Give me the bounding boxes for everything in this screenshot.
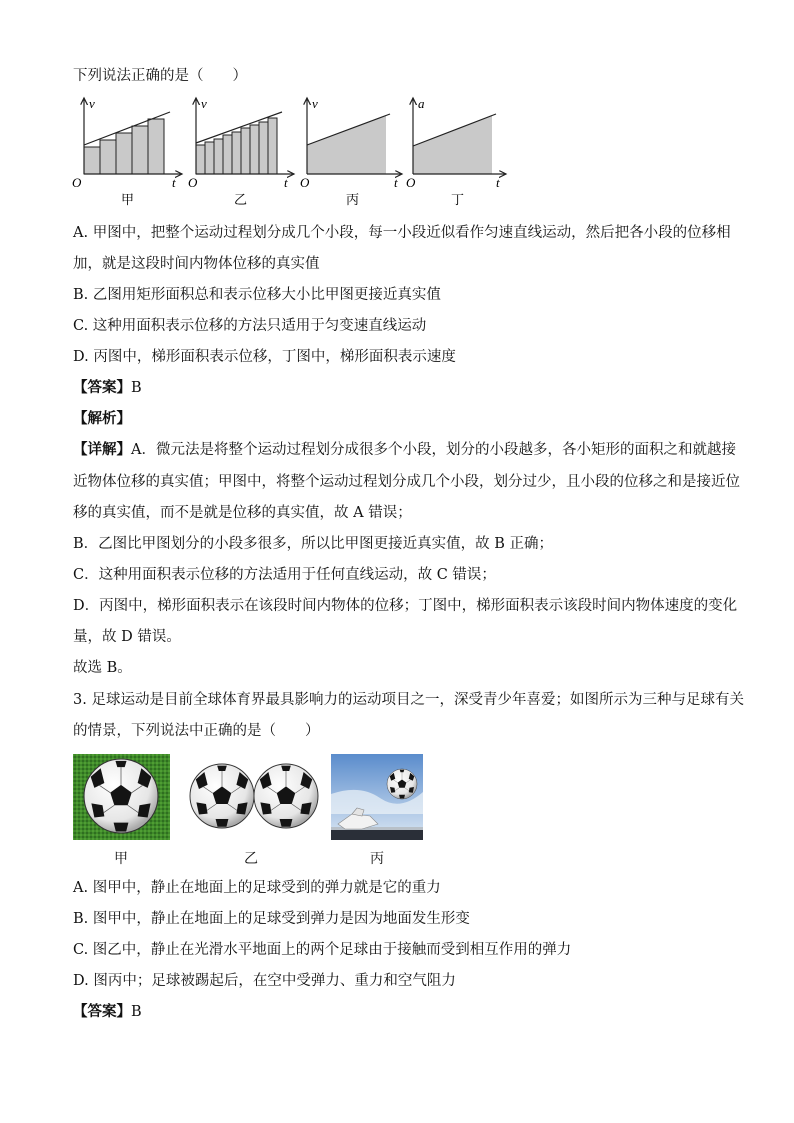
q2-option-d: D. 丙图中，梯形面积表示位移，丁图中，梯形面积表示速度 xyxy=(73,349,456,365)
q2-detail-line2: 近物体位移的真实值；甲图中，将整个运动过程划分成几个小段，划分过少，且小段的位移之和是接近位 xyxy=(73,474,740,490)
q3-images xyxy=(0,754,794,854)
q3-option-c: C. 图乙中，静止在光滑水平地面上的两个足球由于接触而受到相互作用的弹力 xyxy=(73,942,572,958)
q3-option-b: B. 图甲中，静止在地面上的足球受到弹力是因为地面发生形变 xyxy=(73,911,470,927)
q3-answer-tag: 【答案】 xyxy=(73,1003,131,1020)
q3-caption-yi: 乙 xyxy=(244,851,258,867)
answer-value: B xyxy=(131,380,142,396)
q2-stem: 下列说法正确的是（ ） xyxy=(73,68,247,84)
graph-ding xyxy=(406,96,506,207)
q2-answer xyxy=(73,378,142,398)
ding-origin: O xyxy=(406,175,416,190)
yi-caption: 乙 xyxy=(234,192,248,207)
bing-caption: 丙 xyxy=(346,192,360,207)
graph-bing xyxy=(300,96,402,207)
q2-detail-line8: 故选 B。 xyxy=(73,660,132,676)
image-yi-two-balls xyxy=(190,764,318,828)
graph-jia xyxy=(72,96,182,207)
q2-option-c: C. 这种用面积表示位移的方法只适用于匀变速直线运动 xyxy=(73,318,427,334)
yi-origin: O xyxy=(188,175,198,190)
q2-detail-line6: D．丙图中，梯形面积表示在该段时间内物体的位移；丁图中，梯形面积表示该段时间内物体速度的变化 xyxy=(73,598,738,614)
image-bing-kicked-ball xyxy=(331,754,423,840)
ding-caption: 丁 xyxy=(451,192,465,207)
answer-tag: 【答案】 xyxy=(73,379,131,396)
jia-y-label: v xyxy=(89,96,95,111)
q2-detail-line1 xyxy=(73,440,736,460)
q3-caption-jia: 甲 xyxy=(114,851,128,867)
yi-y-label: v xyxy=(201,96,207,111)
jia-x-label: t xyxy=(172,175,176,190)
q2-detail-line4: B．乙图比甲图划分的小段多很多，所以比甲图更接近真实值，故 B 正确； xyxy=(73,536,554,552)
q2-option-a-line2: 加，就是这段时间内物体位移的真实值 xyxy=(73,256,320,272)
q2-detail-line3: 移的真实值，而不是就是位移的真实值，故 A 错误； xyxy=(73,505,412,521)
bing-origin: O xyxy=(300,175,310,190)
jia-caption: 甲 xyxy=(121,192,135,207)
q3-stem-line2: 的情景，下列说法中正确的是（ ） xyxy=(73,723,320,739)
yi-x-label: t xyxy=(284,175,288,190)
q3-answer xyxy=(73,1002,142,1022)
yi-rectangles xyxy=(196,118,277,174)
bing-x-label: t xyxy=(394,175,398,190)
q2-option-a-line1: A. 甲图中，把整个运动过程划分成几个小段，每一小段近似看作匀速直线运动，然后把各小段的位移相 xyxy=(73,225,731,241)
graph-yi xyxy=(188,96,294,207)
jia-rectangles xyxy=(84,119,164,174)
image-jia-ball-on-grass xyxy=(73,754,170,840)
ding-trapezoid xyxy=(413,115,492,174)
bing-trapezoid xyxy=(307,115,386,174)
detail-tag: 【详解】 xyxy=(73,441,131,458)
detail-text: A．微元法是将整个运动过程划分成很多个小段，划分的小段越多，各小矩形的面积之和就越接 xyxy=(131,442,736,458)
q2-detail-line7: 量，故 D 错误。 xyxy=(73,629,181,645)
ding-y-label: a xyxy=(418,96,425,111)
ding-x-label: t xyxy=(496,175,500,190)
q3-caption-bing: 丙 xyxy=(370,851,384,867)
q2-detail-line5: C．这种用面积表示位移的方法适用于任何直线运动，故 C 错误； xyxy=(73,567,496,583)
q3-answer-value: B xyxy=(131,1004,142,1020)
q2-analysis-tag: 【解析】 xyxy=(73,410,131,427)
q3-option-d: D. 图丙中；足球被踢起后，在空中受弹力、重力和空气阻力 xyxy=(73,973,456,989)
q3-stem-line1: 3. 足球运动是目前全球体育界最具影响力的运动项目之一，深受青少年喜爱；如图所示为三种与足球有关 xyxy=(73,692,744,708)
q2-option-b: B. 乙图用矩形面积总和表示位移大小比甲图更接近真实值 xyxy=(73,287,441,303)
bing-y-label: v xyxy=(312,96,318,111)
jia-origin: O xyxy=(72,175,82,190)
q3-option-a: A. 图甲中，静止在地面上的足球受到的弹力就是它的重力 xyxy=(73,880,441,896)
